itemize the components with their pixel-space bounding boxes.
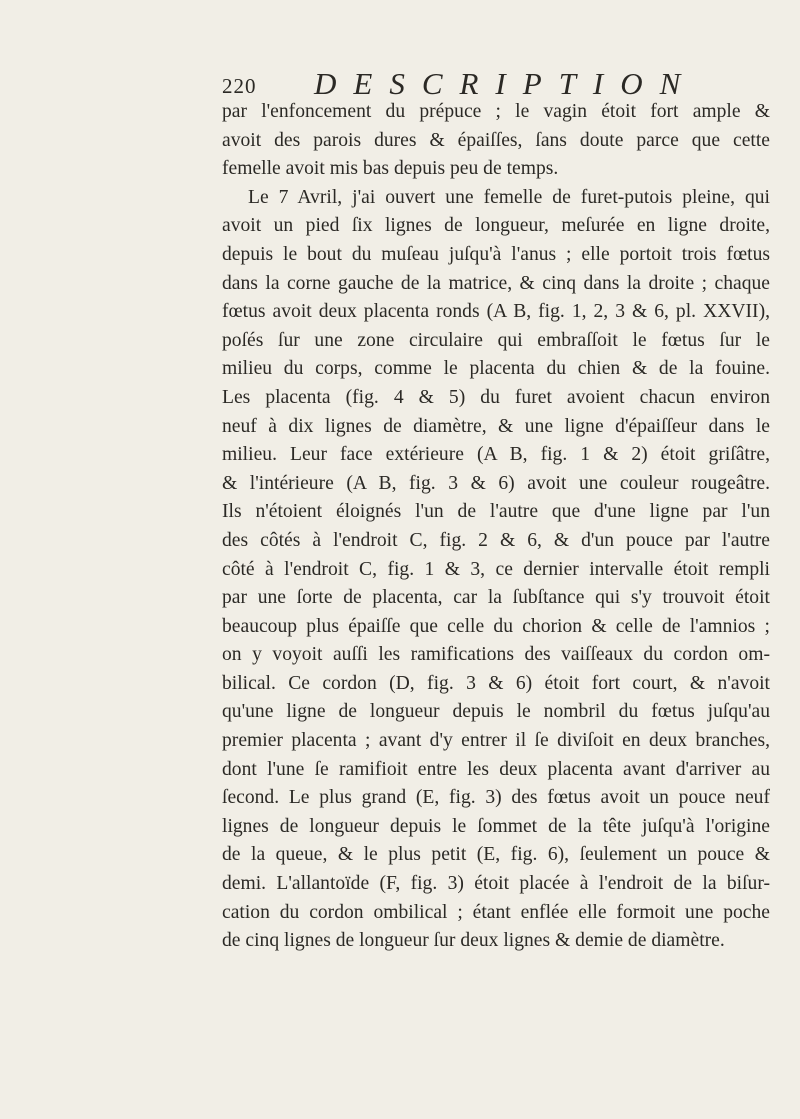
text-line: avoit un pied ſix lignes de longueur, meſurée en ligne droite, bbox=[222, 215, 770, 237]
text-line: avoit des parois dures & épaiſſes, ſans doute parce que cette bbox=[222, 129, 770, 151]
text-line: beaucoup plus épaiſſe que celle du chorion & celle de l'amnios ; bbox=[222, 615, 770, 637]
text-line: ſecond. Le plus grand (E, fig. 3) des fœtus avoit un pouce neuf bbox=[222, 787, 770, 809]
text-line: Les placenta (fig. 4 & 5) du furet avoient chacun environ bbox=[222, 386, 770, 408]
text-line: milieu du corps, comme le placenta du chien & de la fouine. bbox=[222, 358, 770, 380]
text-line: fœtus avoit deux placenta ronds (A B, fig. 1, 2, 3 & 6, pl. XXVII), bbox=[222, 301, 770, 323]
text-line: dans la corne gauche de la matrice, & cinq dans la droite ; chaque bbox=[222, 272, 770, 294]
text-line: on y voyoit auſſi les ramifications des vaiſſeaux du cordon om- bbox=[222, 644, 770, 666]
text-line: par une ſorte de placenta, car la ſubſtance qui s'y trouvoit étoit bbox=[222, 587, 770, 609]
text-line: par l'enfoncement du prépuce ; le vagin étoit fort ample & bbox=[222, 101, 770, 122]
text-line: côté à l'endroit C, fig. 1 & 3, ce dernier intervalle étoit rempli bbox=[222, 558, 770, 580]
text-line: Le 7 Avril, j'ai ouvert une femelle de furet-putois pleine, qui bbox=[248, 186, 770, 208]
text-line: dont l'une ſe ramifioit entre les deux placenta avant d'arriver au bbox=[222, 758, 770, 780]
page-number: 220 bbox=[222, 74, 257, 98]
text-line: des côtés à l'endroit C, fig. 2 & 6, & d'un pouce par l'autre bbox=[222, 529, 770, 551]
text-line: bilical. Ce cordon (D, fig. 3 & 6) étoit fort court, & n'avoit bbox=[222, 672, 770, 694]
text-line: femelle avoit mis bas depuis peu de temps. bbox=[222, 158, 559, 180]
text-line: depuis le bout du muſeau juſqu'à l'anus ; elle portoit trois fœtus bbox=[222, 243, 770, 265]
text-line: cation du cordon ombilical ; étant enflée elle formoit une poche bbox=[222, 901, 770, 923]
body-text bbox=[222, 98, 770, 956]
text-line: lignes de longueur depuis le ſommet de la tête juſqu'à l'origine bbox=[222, 815, 770, 837]
text-line: neuf à dix lignes de diamètre, & une ligne d'épaiſſeur dans le bbox=[222, 415, 770, 437]
text-line: de la queue, & le plus petit (E, fig. 6), ſeulement un pouce & bbox=[222, 844, 770, 866]
text-line: & l'intérieure (A B, fig. 3 & 6) avoit une couleur rougeâtre. bbox=[222, 472, 770, 494]
text-line: premier placenta ; avant d'y entrer il ſe diviſoit en deux branches, bbox=[222, 730, 770, 752]
text-line: Ils n'étoient éloignés l'un de l'autre que d'une ligne par l'un bbox=[222, 501, 770, 523]
text-line: milieu. Leur face extérieure (A B, fig. 1 & 2) étoit griſâtre, bbox=[222, 444, 770, 466]
text-line: de cinq lignes de longueur ſur deux lignes & demie de diamètre. bbox=[222, 930, 725, 952]
text-line: poſés ſur une zone circulaire qui embraſſoit le fœtus ſur le bbox=[222, 329, 770, 351]
text-line: qu'une ligne de longueur depuis le nombril du fœtus juſqu'au bbox=[222, 701, 770, 723]
running-title: DESCRIPTION bbox=[314, 66, 698, 101]
text-line: demi. L'allantoïde (F, fig. 3) étoit placée à l'endroit de la biſur- bbox=[222, 873, 770, 895]
